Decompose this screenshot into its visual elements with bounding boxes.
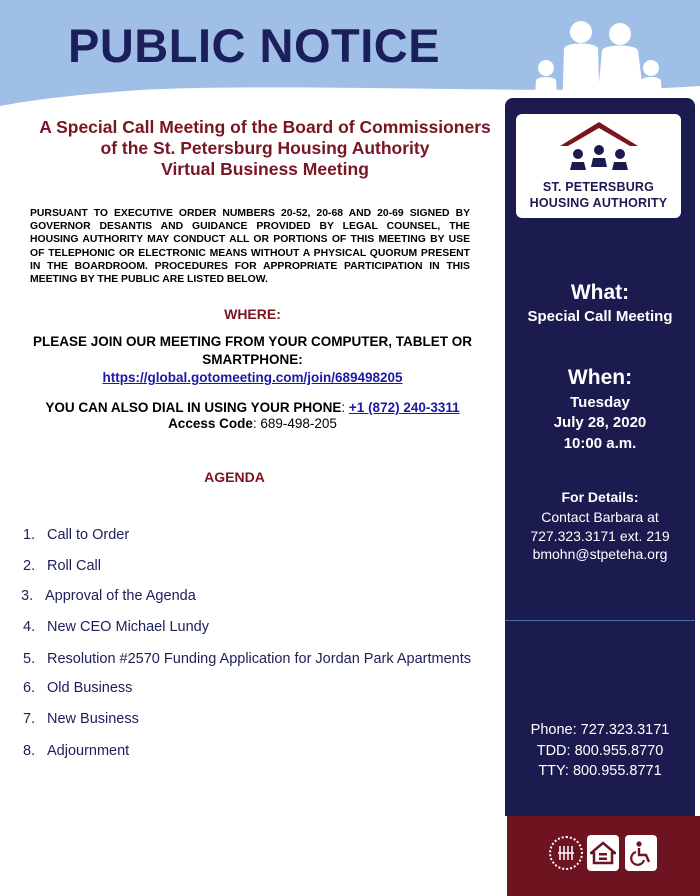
seal-icon bbox=[549, 836, 583, 870]
join-url-row bbox=[0, 370, 505, 385]
footer-badges-bar bbox=[507, 816, 700, 896]
join-line-2: SMARTPHONE: bbox=[202, 352, 303, 367]
agenda-item-label: New Business bbox=[47, 711, 139, 727]
agenda-item bbox=[21, 588, 196, 604]
agenda-item-number: 5. bbox=[23, 651, 36, 667]
when-day: Tuesday bbox=[570, 394, 630, 411]
dial-colon: : bbox=[341, 400, 346, 415]
sidebar-divider bbox=[505, 620, 695, 621]
agenda-item bbox=[23, 619, 209, 635]
agenda-item-label: Old Business bbox=[47, 680, 133, 696]
when-heading: When: bbox=[567, 366, 633, 389]
wheelchair-icon bbox=[625, 835, 657, 871]
access-code-row bbox=[0, 416, 505, 431]
pursuant-paragraph: PURSUANT TO EXECUTIVE ORDER NUMBERS 20-52, 20-68 AND 20-69 SIGNED BY GOVERNOR DESANTIS AND GUIDANCE PROVIDED BY LEGAL COUNSEL, THE HOUSING AUTHORITY MAY CONDUCT ALL OR PORTIONS OF THIS MEETING BY USE OF TELEPHONIC OR ELECTRONIC MEANS WITHOUT A PHYSICAL QUORUM PRESENT IN THE BOARDROOM. PROCEDURES FOR APPROPRIATE PARTICIPATION IN THIS MEETING BY THE PUBLIC ARE LISTED BELOW. bbox=[30, 208, 470, 286]
agenda-item-number: 6. bbox=[23, 680, 36, 696]
meeting-title-line-3: Virtual Business Meeting bbox=[161, 159, 369, 179]
meeting-link[interactable]: https://global.gotomeeting.com/join/689498205 bbox=[102, 370, 403, 385]
dial-number-link[interactable]: +1 (872) 240-3311 bbox=[348, 400, 460, 415]
agenda-item-label: Resolution #2570 Funding Application for Jordan Park Apartments bbox=[47, 651, 471, 667]
access-code-value: : 689-498-205 bbox=[252, 416, 337, 431]
access-code-label: Access Code bbox=[168, 416, 253, 431]
when-time: 10:00 a.m. bbox=[563, 435, 637, 452]
meeting-title-line-2: of the St. Petersburg Housing Authority bbox=[100, 138, 430, 158]
equal-housing-icon bbox=[587, 835, 619, 871]
agenda-item-number: 2. bbox=[23, 558, 36, 574]
agenda-item-number: 3. bbox=[21, 588, 34, 604]
logo-line-1: ST. PETERSBURG bbox=[542, 180, 655, 194]
details-phone: 727.323.3171 ext. 219 bbox=[530, 528, 670, 544]
details-heading: For Details: bbox=[561, 489, 639, 505]
agenda-item-number: 8. bbox=[23, 743, 36, 759]
agenda-item-label: New CEO Michael Lundy bbox=[47, 619, 209, 635]
agenda-item-number: 1. bbox=[23, 527, 36, 543]
agenda-item-number: 4. bbox=[23, 619, 36, 635]
meeting-title-line-1: A Special Call Meeting of the Board of Commissioners bbox=[39, 117, 491, 137]
agenda-item bbox=[23, 527, 129, 543]
agenda-item bbox=[23, 680, 132, 696]
details-contact: Contact Barbara at bbox=[541, 509, 659, 525]
where-heading: WHERE: bbox=[224, 306, 281, 322]
tty-number: TTY: 800.955.8771 bbox=[538, 763, 662, 779]
agenda-item-label: Approval of the Agenda bbox=[45, 588, 196, 604]
tdd-number: TDD: 800.955.8770 bbox=[536, 743, 664, 759]
agenda-item-label: Adjournment bbox=[47, 743, 130, 759]
agenda-item-label: Roll Call bbox=[47, 558, 101, 574]
join-line-1: PLEASE JOIN OUR MEETING FROM YOUR COMPUTER, TABLET OR bbox=[32, 334, 473, 349]
dial-label: YOU CAN ALSO DIAL IN USING YOUR PHONE bbox=[45, 400, 342, 415]
agenda-item-number: 7. bbox=[23, 711, 36, 727]
info-sidebar bbox=[505, 98, 695, 816]
dial-in-row bbox=[0, 400, 505, 415]
housing-authority-logo bbox=[516, 114, 681, 218]
agenda-item bbox=[23, 743, 129, 759]
what-heading: What: bbox=[570, 281, 630, 304]
agenda-item bbox=[23, 651, 471, 667]
when-date: July 28, 2020 bbox=[553, 414, 647, 431]
agenda-heading: AGENDA bbox=[204, 469, 265, 485]
what-value: Special Call Meeting bbox=[527, 308, 673, 325]
agenda-item bbox=[23, 711, 139, 727]
house-logo-icon bbox=[556, 120, 642, 170]
agenda-item-label: Call to Order bbox=[47, 527, 130, 543]
agenda-item bbox=[23, 558, 101, 574]
phone-number: Phone: 727.323.3171 bbox=[530, 722, 670, 738]
details-email: bmohn@stpeteha.org bbox=[532, 546, 668, 562]
logo-line-2: HOUSING AUTHORITY bbox=[529, 196, 668, 210]
page-title: PUBLIC NOTICE bbox=[68, 19, 441, 72]
